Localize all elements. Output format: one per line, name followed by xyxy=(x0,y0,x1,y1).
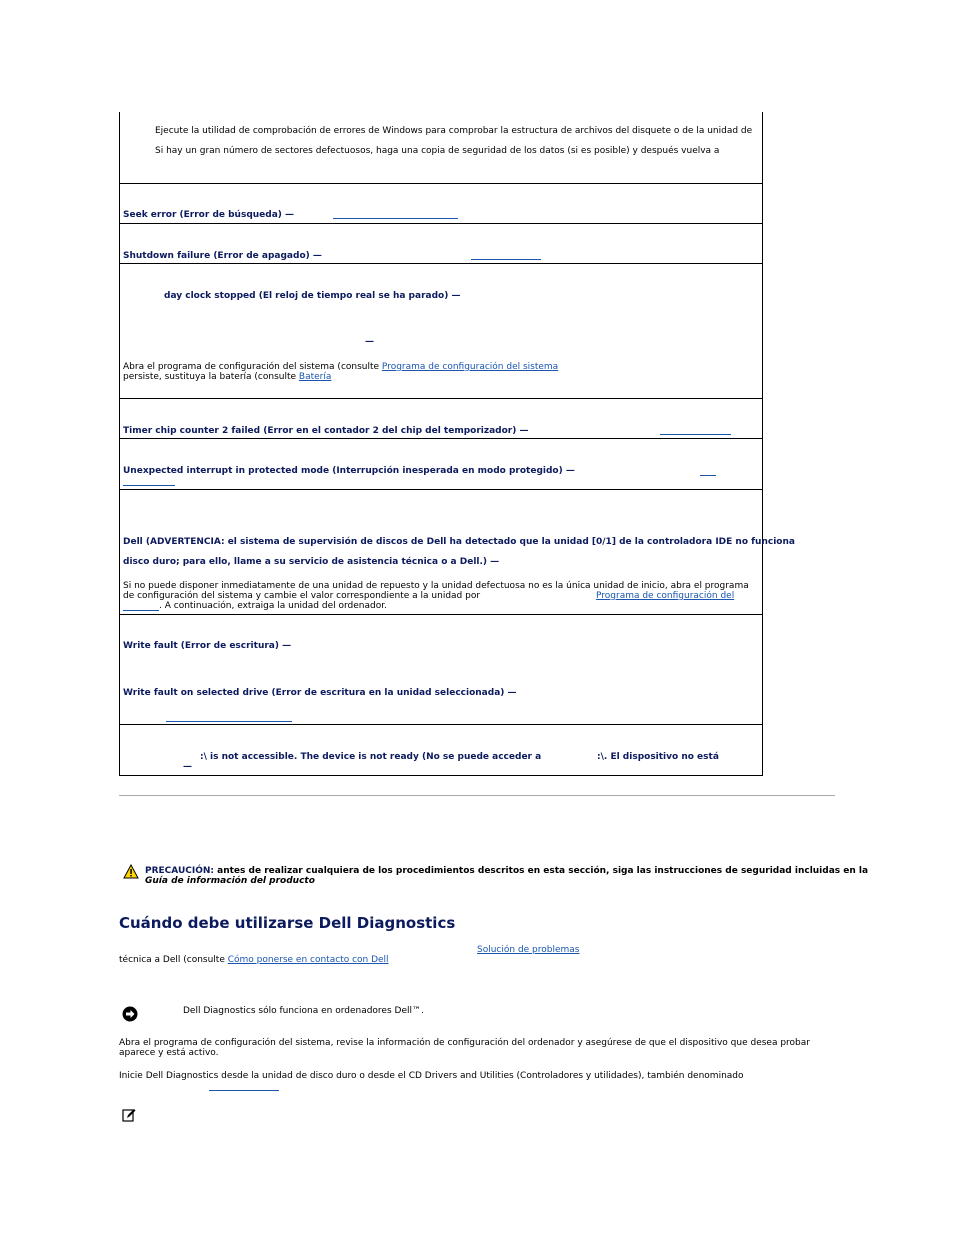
table-divider xyxy=(119,183,763,184)
dash-mark: — xyxy=(365,337,374,347)
table-divider xyxy=(119,398,763,399)
note-pencil-icon xyxy=(122,1108,136,1122)
caution-body: antes de realizar cualquiera de los procedimientos descritos en esta sección, siga las instrucciones de seguridad incluidas en la xyxy=(214,866,869,876)
error-label-disk-monitor: Dell (ADVERTENCIA: el sistema de supervisión de discos de Dell ha detectado que la unidad [0/1] de la controladora IDE no funciona xyxy=(123,537,795,547)
paragraph-text: Inicie Dell Diagnostics desde la unidad de disco duro o desde el CD Drivers and Utilities (Controladores y utilidades), también denominado xyxy=(119,1071,744,1081)
table-divider xyxy=(119,438,763,439)
error-label-timer: Timer chip counter 2 failed (Error en el contador 2 del chip del temporizador) — xyxy=(123,426,529,436)
table-row-text xyxy=(123,362,558,372)
contact-prefix: técnica a Dell (consulte xyxy=(119,955,228,965)
table-divider xyxy=(119,263,763,264)
link-underline[interactable] xyxy=(166,721,292,722)
error-label-clock: day clock stopped (El reloj de tiempo real se ha parado) — xyxy=(164,291,461,301)
table-row-text: . A continuación, extraiga la unidad del ordenador. xyxy=(159,601,387,611)
section-separator xyxy=(119,795,835,796)
error-label-interrupt: Unexpected interrupt in protected mode (Interrupción inesperada en modo protegido) — xyxy=(123,466,575,476)
notice-icon xyxy=(122,1006,138,1022)
contact-dell-link[interactable]: Cómo ponerse en contacto con Dell xyxy=(227,955,389,965)
row-text: persiste, sustituya la batería (consulte xyxy=(123,372,299,382)
table-row-text xyxy=(123,372,331,382)
table-row-text: Si no puede disponer inmediatamente de una unidad de repuesto y la unidad defectuosa no es la única unidad de inicio, abra el programa xyxy=(123,581,749,591)
error-label-shutdown: Shutdown failure (Error de apagado) — xyxy=(123,251,322,261)
error-label-seek: Seek error (Error de búsqueda) — xyxy=(123,210,295,220)
dash-mark: — xyxy=(183,762,192,772)
link-underline[interactable] xyxy=(333,218,458,219)
error-label-write-fault-drive: Write fault on selected drive (Error de escritura en la unidad seleccionada) — xyxy=(123,688,517,698)
setup-program-link[interactable]: Programa de configuración del xyxy=(596,591,735,601)
link-underline[interactable] xyxy=(123,485,175,486)
table-divider xyxy=(119,724,763,725)
link-underline[interactable] xyxy=(471,259,541,260)
paragraph-text: aparece y está activo. xyxy=(119,1048,219,1058)
table-divider xyxy=(119,614,763,615)
link-underline[interactable] xyxy=(209,1090,279,1091)
warning-triangle-icon xyxy=(123,864,139,879)
table-row-text: Ejecute la utilidad de comprobación de errores de Windows para comprobar la estructura de archivos del disquete o de la unidad de xyxy=(155,126,753,136)
notice-text: Dell Diagnostics sólo funciona en ordenadores Dell™. xyxy=(183,1006,424,1016)
table-divider xyxy=(119,775,763,776)
error-label-not-accessible: :\ is not accessible. The device is not ready (No se puede acceder a xyxy=(200,752,542,762)
section-heading: Cuándo debe utilizarse Dell Diagnostics xyxy=(119,914,456,932)
link-underline[interactable] xyxy=(700,475,716,476)
caution-guide-title: Guía de información del producto xyxy=(145,876,315,886)
caution-text xyxy=(145,866,868,876)
error-label-disk-monitor-cont: disco duro; para ello, llame a su servicio de asistencia técnica o a Dell.) — xyxy=(123,557,500,567)
table-divider xyxy=(119,489,763,490)
table-row-text: Si hay un gran número de sectores defectuosos, haga una copia de seguridad de los datos (si es posible) y después vuelva a xyxy=(155,146,720,156)
caution-label: PRECAUCIÓN: xyxy=(145,866,215,876)
table-divider xyxy=(119,223,763,224)
link-underline[interactable] xyxy=(660,434,731,435)
contact-text xyxy=(119,955,389,965)
paragraph-text: Abra el programa de configuración del sistema, revise la información de configuración del ordenador y asegúrese de que el dispositivo que desea probar xyxy=(119,1038,810,1048)
error-label-not-ready: :\. El dispositivo no está xyxy=(597,752,719,762)
table-row-text: de configuración del sistema y cambie el valor correspondiente a la unidad por xyxy=(123,591,481,601)
error-label-write-fault: Write fault (Error de escritura) — xyxy=(123,641,292,651)
row-text: Abra el programa de configuración del sistema (consulte xyxy=(123,362,382,372)
battery-link[interactable]: Batería xyxy=(298,372,332,382)
troubleshooting-link[interactable]: Solución de problemas xyxy=(477,945,580,955)
setup-program-link[interactable]: Programa de configuración del sistema xyxy=(381,362,559,372)
link-underline[interactable] xyxy=(123,610,159,611)
